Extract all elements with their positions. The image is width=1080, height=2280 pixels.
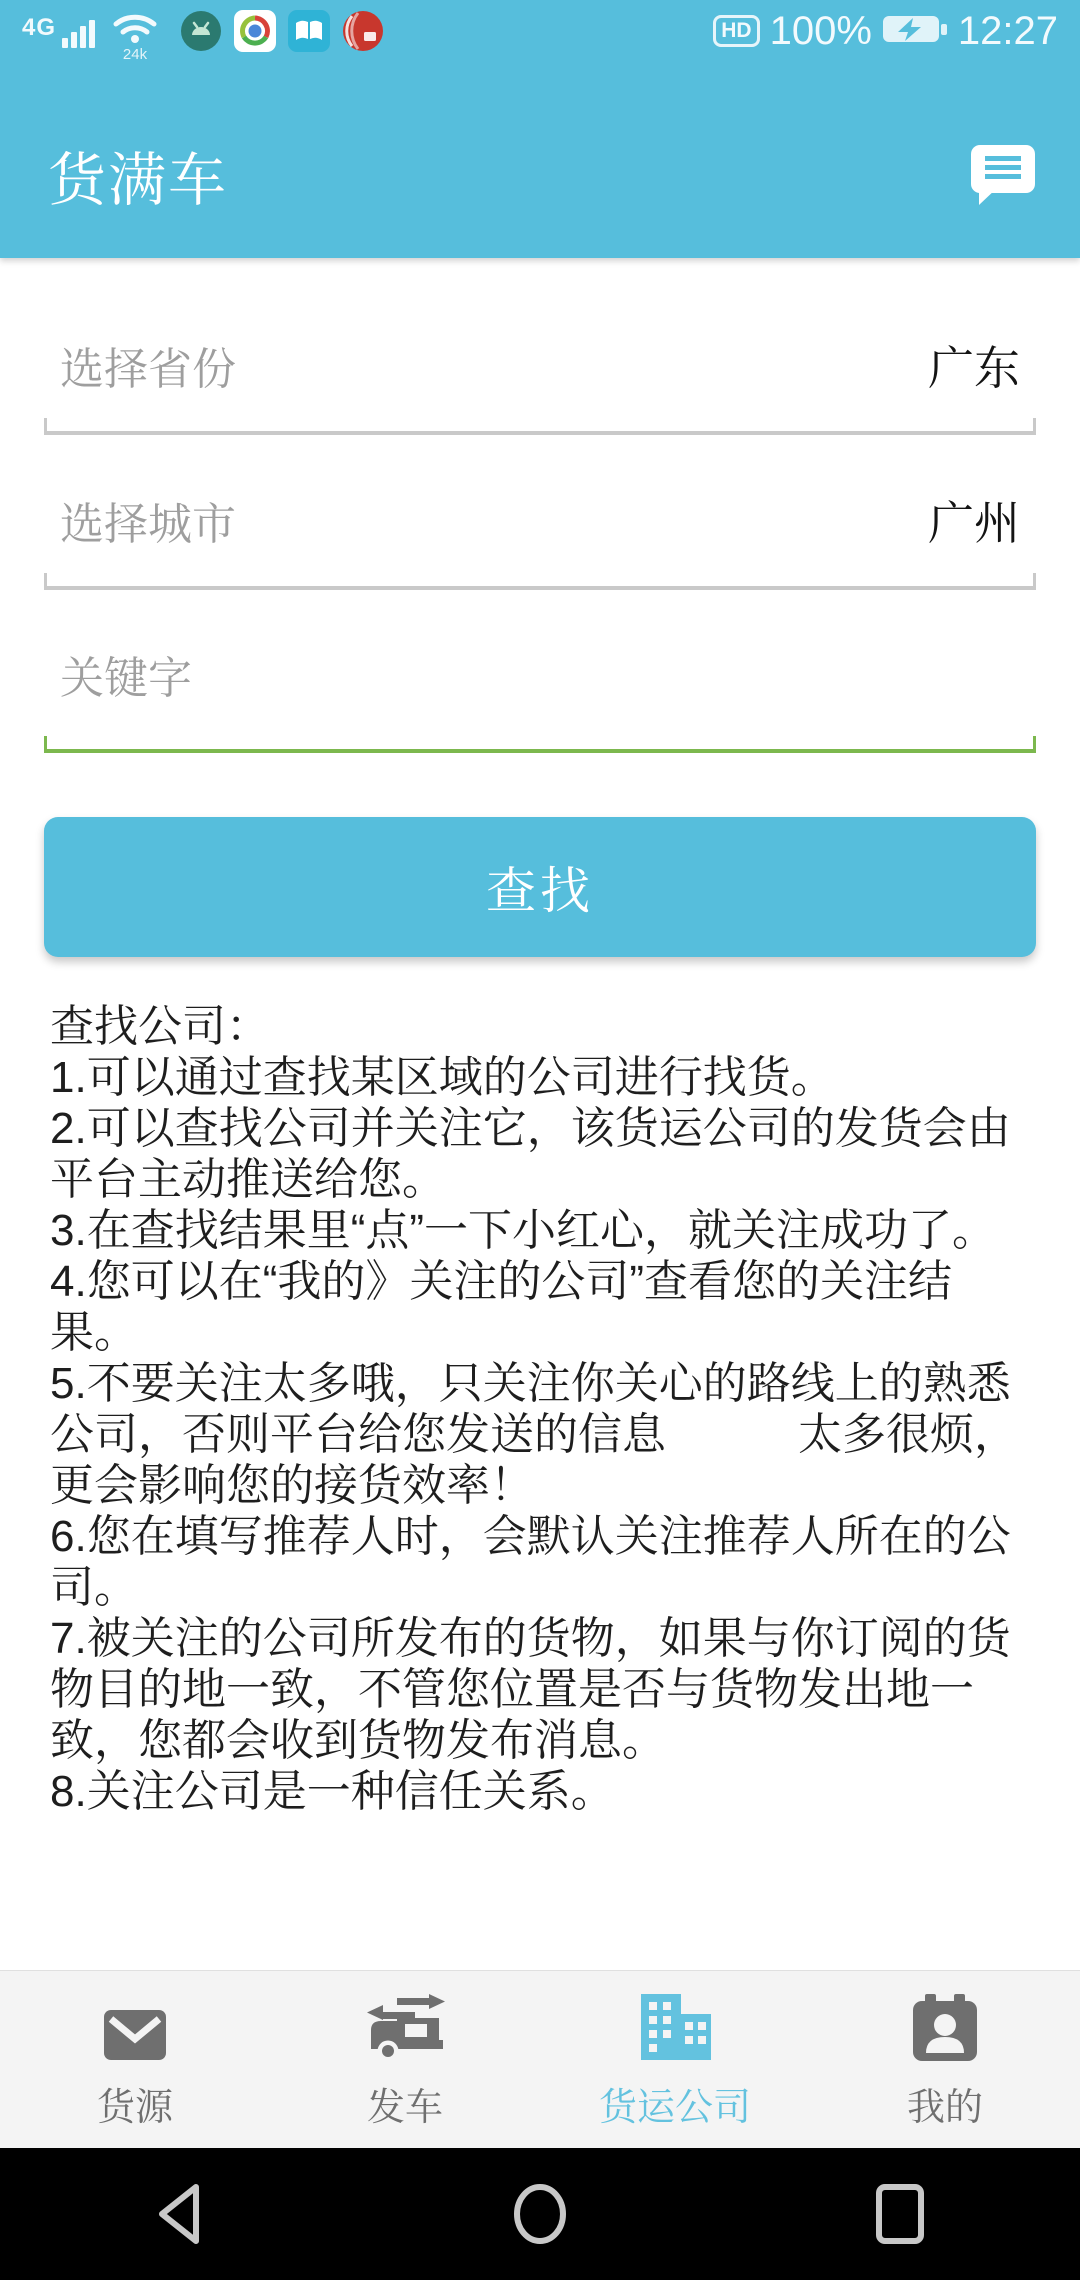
nav-label: 我的 xyxy=(906,2087,983,2129)
truck-dispatch-icon xyxy=(361,1988,449,2062)
nav-label: 发车 xyxy=(366,2087,443,2129)
red-swirl-icon xyxy=(342,10,384,57)
province-field[interactable] xyxy=(44,332,1036,435)
cell-signal xyxy=(22,14,96,55)
wifi-icon xyxy=(112,11,158,48)
page-title: 货满车 xyxy=(48,148,229,213)
wifi-indicator xyxy=(112,11,158,62)
help-line: 4.您可以在“我的》关注的公司”查看您的关注结果。 xyxy=(50,1257,952,1357)
battery-percent-label: 100% xyxy=(769,8,872,53)
city-field[interactable] xyxy=(44,487,1036,590)
home-icon xyxy=(508,2178,572,2250)
hd-icon: HD xyxy=(713,15,759,47)
province-placeholder: 选择省份 xyxy=(60,345,236,394)
city-placeholder: 选择城市 xyxy=(60,500,236,549)
help-line: 8.关注公司是一种信任关系。 xyxy=(50,1767,615,1816)
help-line: 7.被关注的公司所发布的货物，如果与你订阅的货物目的地一致，不管您位置是否与货物发出地一致，您都会收到货物发布消息。 xyxy=(50,1614,1011,1765)
buildings-icon xyxy=(636,1988,714,2062)
help-line: 2.可以查找公司并关注它，该货运公司的发货会由平台主动推送给您。 xyxy=(50,1104,1011,1204)
signal-bars-icon xyxy=(60,14,96,55)
help-line: 查找公司： xyxy=(50,1002,270,1051)
contact-badge-icon xyxy=(910,1988,980,2062)
status-bar xyxy=(0,0,1080,62)
nav-label: 货源 xyxy=(96,2087,173,2129)
recents-button[interactable] xyxy=(720,2148,1080,2280)
back-icon xyxy=(150,2178,210,2250)
province-value: 广东 xyxy=(928,342,1020,394)
mail-icon xyxy=(103,1988,167,2062)
help-line: 5.不要关注太多哦，只关注你关心的路线上的熟悉公司，否则平台给您发送的信息 太多很烦，更会影响您的接货效率！ xyxy=(50,1359,1018,1510)
battery-charging-icon xyxy=(882,13,948,50)
search-button[interactable]: 查找 xyxy=(44,817,1036,957)
app-header xyxy=(0,62,1080,258)
nav-item-sources[interactable] xyxy=(0,1971,270,2148)
help-line: 6.您在填写推荐人时，会默认关注推荐人所在的公司。 xyxy=(50,1512,1011,1612)
message-bubble-icon[interactable] xyxy=(970,144,1036,206)
bottom-navigation xyxy=(0,1970,1080,2148)
city-underline xyxy=(44,573,1036,590)
nav-item-freight-companies[interactable] xyxy=(540,1971,810,2148)
main-content xyxy=(0,258,1080,1817)
nav-item-dispatch[interactable] xyxy=(270,1971,540,2148)
help-line: 3.在查找结果里“点”一下小红心，就关注成功了。 xyxy=(50,1206,996,1255)
nav-label: 货运公司 xyxy=(598,2087,751,2129)
colorful-ring-icon xyxy=(234,10,276,57)
clock-label: 12:27 xyxy=(957,8,1058,53)
province-underline xyxy=(44,418,1036,435)
nav-item-profile[interactable] xyxy=(810,1971,1080,2148)
book-icon xyxy=(288,10,330,57)
android-navigation-bar xyxy=(0,2148,1080,2280)
recents-icon xyxy=(870,2178,930,2250)
help-text xyxy=(44,1001,1036,1817)
network-type-label: 4G xyxy=(22,13,57,41)
android-icon xyxy=(180,10,222,57)
notification-icons xyxy=(180,10,384,57)
city-value: 广州 xyxy=(928,497,1020,549)
keyword-input[interactable] xyxy=(60,650,1020,708)
wifi-speed-label: 24k xyxy=(122,45,148,62)
back-button[interactable] xyxy=(0,2148,360,2280)
help-line: 1.可以通过查找某区域的公司进行找货。 xyxy=(50,1053,835,1102)
keyword-field xyxy=(44,650,1036,753)
keyword-underline-focused xyxy=(44,736,1036,753)
home-button[interactable] xyxy=(360,2148,720,2280)
